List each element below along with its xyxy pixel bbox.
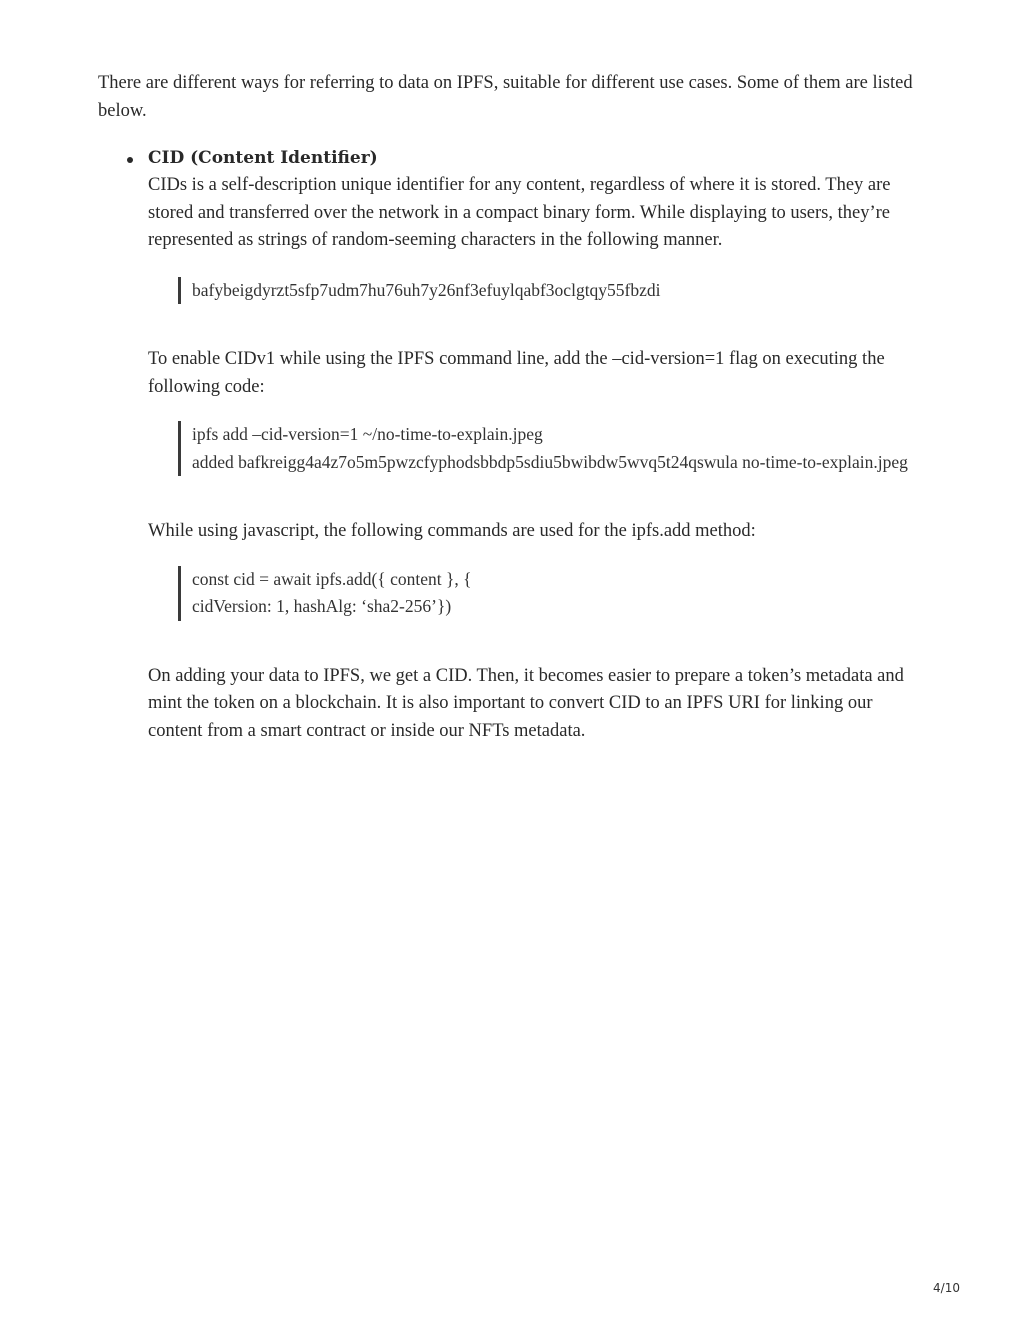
cli-code-quote <box>178 421 928 476</box>
js-line: cidVersion: 1, hashAlg: ‘sha2-256’}) <box>192 596 452 616</box>
item-description: CIDs is a self-description unique identifier for any content, regardless of where it is stored. They are stored and transferred over the network in a compact binary form. While displaying to users, they’re represented as strings of random-seeming characters in the following manner. <box>148 175 891 250</box>
closing-paragraph: On adding your data to IPFS, we get a CID. Then, it becomes easier to prepare a token’s metadata and mint the token on a blockchain. It is also important to convert CID to an IPFS URI for linking our content from a smart contract or inside our NFTs metadata. <box>148 665 904 741</box>
bullet-icon <box>127 157 133 163</box>
js-paragraph: While using javascript, the following commands are used for the ipfs.add method: <box>148 521 756 541</box>
intro-paragraph: There are different ways for referring to data on IPFS, suitable for different use cases. Some of them are listed below. <box>98 73 913 121</box>
list-item <box>148 144 928 745</box>
cid-example-quote <box>178 277 928 305</box>
item-title: CID (Content Identifier) <box>148 148 378 168</box>
js-code-quote <box>178 566 928 621</box>
cidv1-paragraph: To enable CIDv1 while using the IPFS command line, add the –cid-version=1 flag on executing the following code: <box>148 349 885 397</box>
cli-line: ipfs add –cid-version=1 ~/no-time-to-explain.jpeg <box>192 424 543 444</box>
page-number: 4/10 <box>933 1281 960 1295</box>
cid-example-text: bafybeigdyrzt5sfp7udm7hu76uh7y26nf3efuylqabf3oclgtqy55fbzdi <box>192 279 661 300</box>
js-line: const cid = await ipfs.add({ content }, { <box>192 568 472 589</box>
cli-line: added bafkreigg4a4z7o5m5pwzcfyphodsbbdp5sdiu5bwibdw5wvq5t24qswula no-time-to-explain.jpeg <box>192 451 908 472</box>
